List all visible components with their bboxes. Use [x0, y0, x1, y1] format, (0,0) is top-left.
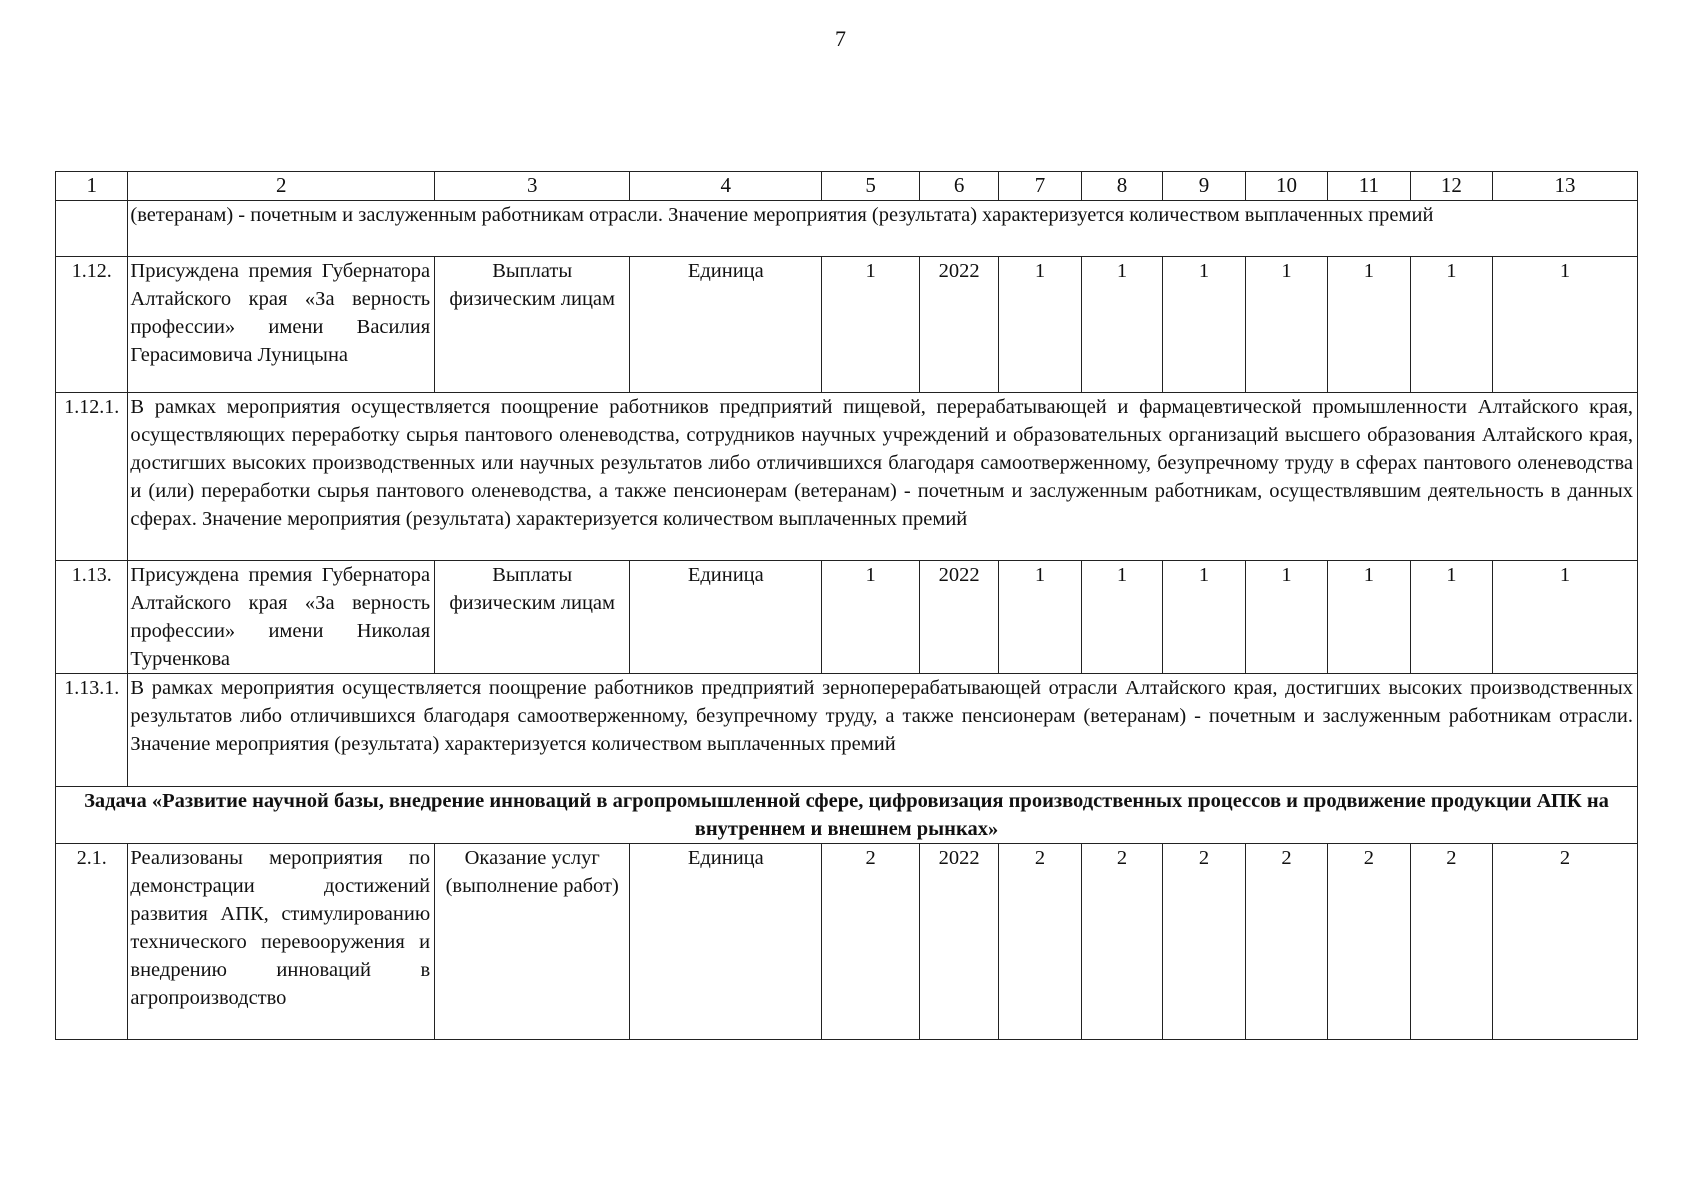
value-cell: 1 — [1493, 561, 1638, 674]
value-cell: 1 — [822, 257, 920, 393]
column-header: 11 — [1328, 172, 1410, 201]
measure-description: В рамках мероприятия осуществляется поощрение работников предприятий зерноперерабатывающей отрасли Алтайского края, достигших высоких производственных результатов либо отличившихся благодаря самоотверженному, безупречному труду, а также пенсионерам (ветеранам) - почетным и заслуженным работникам отрасли. Значение мероприятия (результата) характеризуется количеством выплаченных премий — [128, 674, 1638, 787]
continuation-row — [56, 201, 1638, 257]
column-header: 12 — [1410, 172, 1492, 201]
column-header: 1 — [56, 172, 128, 201]
column-header: 2 — [128, 172, 435, 201]
value-cell: 2 — [1410, 844, 1492, 1040]
value-cell: 1 — [999, 561, 1081, 674]
value-cell: 1 — [1163, 561, 1245, 674]
row-number: 1.12.1. — [56, 393, 128, 561]
value-cell: 1 — [1081, 257, 1162, 393]
column-header: 10 — [1245, 172, 1327, 201]
result-type: Выплаты физическим лицам — [435, 561, 630, 674]
value-cell: 2 — [1328, 844, 1410, 1040]
table-row — [56, 257, 1638, 393]
result-type: Выплаты физическим лицам — [435, 257, 630, 393]
value-cell: 1 — [1328, 257, 1410, 393]
task-heading-row — [56, 787, 1638, 844]
column-header: 9 — [1163, 172, 1245, 201]
table-row — [56, 561, 1638, 674]
value-cell: 2 — [1081, 844, 1162, 1040]
description-row — [56, 674, 1638, 787]
value-cell: 2 — [999, 844, 1081, 1040]
value-cell: 2 — [1493, 844, 1638, 1040]
continuation-description: (ветеранам) - почетным и заслуженным работникам отрасли. Значение мероприятия (результата) характеризуется количеством выплаченных премий — [128, 201, 1638, 257]
column-number-row — [56, 172, 1638, 201]
result-name: Реализованы мероприятия по демонстрации достижений развития АПК, стимулированию технического перевооружения и внедрению инноваций в агропроизводство — [128, 844, 435, 1040]
result-name: Присуждена премия Губернатора Алтайского края «За верность профессии» имени Николая Турченкова — [128, 561, 435, 674]
measure-description: В рамках мероприятия осуществляется поощрение работников предприятий пищевой, перерабатывающей и фармацевтической промышленности Алтайского края, осуществляющих переработку сырья пантового оленеводства, сотрудников научных учреждений и образовательных организаций высшего образования Алтайского края, достигших высоких производственных или научных результатов либо отличившихся благодаря самоотверженному, безупречному труду в сферах пантового оленеводства и (или) переработки сырья пантового оленеводства, а также пенсионерам (ветеранам) - почетным и заслуженным работникам, осуществлявшим деятельность в данных сферах. Значение мероприятия (результата) характеризуется количеством выплаченных премий — [128, 393, 1638, 561]
result-name: Присуждена премия Губернатора Алтайского края «За верность профессии» имени Василия Герасимовича Луницына — [128, 257, 435, 393]
result-type: Оказание услуг (выполнение работ) — [435, 844, 630, 1040]
value-cell: 1 — [822, 561, 920, 674]
indicator-table — [55, 171, 1638, 1040]
measure-unit: Единица — [630, 561, 822, 674]
column-header: 5 — [822, 172, 920, 201]
column-header: 4 — [630, 172, 822, 201]
row-number: 1.13. — [56, 561, 128, 674]
measure-unit: Единица — [630, 844, 822, 1040]
value-cell: 1 — [1328, 561, 1410, 674]
value-cell: 2 — [1245, 844, 1327, 1040]
table-row — [56, 844, 1638, 1040]
column-header: 8 — [1081, 172, 1162, 201]
measure-unit: Единица — [630, 257, 822, 393]
value-cell: 2022 — [919, 257, 998, 393]
description-row — [56, 393, 1638, 561]
value-cell: 1 — [1245, 561, 1327, 674]
row-number: 1.13.1. — [56, 674, 128, 787]
column-header: 3 — [435, 172, 630, 201]
value-cell: 1 — [1493, 257, 1638, 393]
value-cell: 2 — [822, 844, 920, 1040]
column-header: 6 — [919, 172, 998, 201]
task-heading: Задача «Развитие научной базы, внедрение инноваций в агропромышленной сфере, цифровизация производственных процессов и продвижение продукции АПК на внутреннем и внешнем рынках» — [56, 787, 1638, 844]
value-cell: 1 — [1410, 561, 1492, 674]
value-cell: 2022 — [919, 844, 998, 1040]
column-header: 13 — [1493, 172, 1638, 201]
value-cell: 2 — [1163, 844, 1245, 1040]
row-number: 2.1. — [56, 844, 128, 1040]
value-cell: 1 — [1410, 257, 1492, 393]
value-cell: 2022 — [919, 561, 998, 674]
value-cell: 1 — [1081, 561, 1162, 674]
row-number: 1.12. — [56, 257, 128, 393]
page-number: 7 — [835, 26, 846, 51]
value-cell: 1 — [1245, 257, 1327, 393]
row-number-cell — [56, 201, 128, 257]
value-cell: 1 — [999, 257, 1081, 393]
value-cell: 1 — [1163, 257, 1245, 393]
column-header: 7 — [999, 172, 1081, 201]
